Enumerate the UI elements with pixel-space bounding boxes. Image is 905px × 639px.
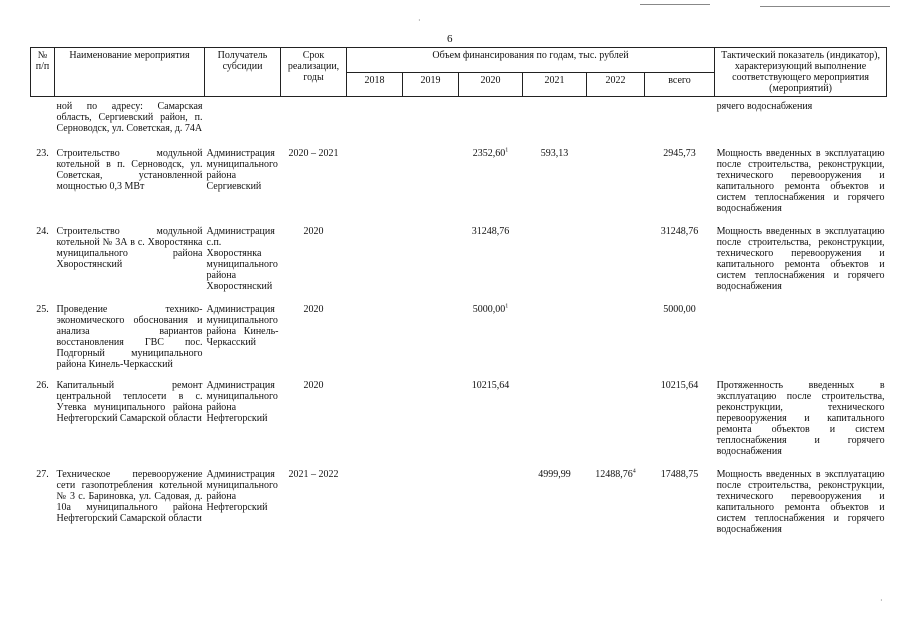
page-number: 6 <box>447 33 453 45</box>
row-2021: 593,13 <box>540 148 569 159</box>
row-recipient: Администрация муниципального района Сергиевский <box>206 148 278 192</box>
header-period: Срок реализации, годы <box>281 48 347 97</box>
scan-artifact-line <box>760 6 890 7</box>
row-period: 2020 <box>303 380 324 391</box>
table-row <box>31 457 887 535</box>
header-year-2018: 2018 <box>347 72 403 97</box>
continuation-indicator: рячего водоснабжения <box>716 101 813 112</box>
header-indicator: Тактический показатель (индикатор), характеризующий выполнение соответствующего мероприятия (мероприятий) <box>715 48 887 97</box>
continuation-name: ной по адресу: Самарская область, Сергиевский район, п. Серноводск, ул. Советская, д. 74А <box>56 101 203 134</box>
row-name: Строительство модульной котельной № 3А в с. Хворостянка муниципального района Хворостянский <box>56 226 203 270</box>
table-row <box>31 214 887 292</box>
footnote-mark: 1 <box>505 303 509 310</box>
row-2022: 12488,76 <box>595 469 633 480</box>
row-number: 26. <box>36 380 49 391</box>
row-total: 31248,76 <box>660 226 699 237</box>
row-number: 24. <box>36 226 49 237</box>
table-row <box>31 292 887 370</box>
row-total: 17488,75 <box>660 469 699 480</box>
row-name: Капитальный ремонт центральной теплосети в с. Утевка муниципального района Нефтегорский Самарской области <box>56 380 203 424</box>
row-2020: 10215,64 <box>471 380 510 391</box>
row-total: 2945,73 <box>663 148 696 159</box>
row-total: 10215,64 <box>660 380 699 391</box>
table-row <box>31 134 887 214</box>
row-2020: 31248,76 <box>471 226 510 237</box>
footnote-mark: 4 <box>632 468 636 475</box>
row-period: 2020 – 2021 <box>288 148 339 159</box>
row-name: Проведение технико-экономического обоснования и анализа вариантов восстановления ГВС пос. Подгорный муниципального района Кинель-Черкасский <box>56 304 203 370</box>
row-period: 2020 <box>303 304 324 315</box>
row-number: 25. <box>36 304 49 315</box>
header-no: № п/п <box>31 48 55 97</box>
footnote-mark: 1 <box>505 147 509 154</box>
row-period: 2020 <box>303 226 324 237</box>
table-row <box>31 370 887 457</box>
row-2020: 2352,60 <box>472 148 506 159</box>
row-name: Строительство модульной котельной в п. Серноводск, ул. Советская, установленной мощностью 0,3 МВт <box>56 148 203 192</box>
header-recipient: Получатель субсидии <box>205 48 281 97</box>
row-indicator: Мощность введенных в эксплуатацию после строительства, реконструкции, технического перевооружения и капитального ремонта объектов и систем теплоснабжения и горячего водоснабжения <box>716 226 885 292</box>
row-recipient: Администрация муниципального района Нефтегорский <box>206 380 278 424</box>
header-year-2022: 2022 <box>587 72 645 97</box>
row-recipient: Администрация с.п. Хворостянка муниципального района Хворостянский <box>206 226 278 292</box>
row-number: 27. <box>36 469 49 480</box>
header-total: всего <box>645 72 715 97</box>
row-recipient: Администрация муниципального района Кинель-Черкасский <box>206 304 279 348</box>
row-number: 23. <box>36 148 49 159</box>
table-row-continuation <box>31 97 887 135</box>
row-indicator: Протяженность введенных в эксплуатацию после строительства, реконструкции, технического перевооружения и капитального ремонта объектов и систем теплоснабжения и горячего водоснабжения <box>716 380 885 457</box>
scan-artifact-dot: · <box>880 596 883 605</box>
header-year-2021: 2021 <box>523 72 587 97</box>
header-name: Наименование мероприятия <box>55 48 205 97</box>
row-2020: 5000,00 <box>472 304 506 315</box>
row-indicator: Мощность введенных в эксплуатацию после строительства, реконструкции, технического перевооружения и капитального ремонта объектов и систем теплоснабжения и горячего водоснабжения <box>716 469 885 535</box>
row-name: Техническое перевооружение сети газопотребления котельной № 3 с. Бариновка, ул. Садовая, д. 10а муниципального района Нефтегорский Самарской области <box>56 469 203 524</box>
row-recipient: Администрация муниципального района Нефтегорский <box>206 469 278 513</box>
row-2021: 4999,99 <box>538 469 571 480</box>
row-period: 2021 – 2022 <box>288 469 339 480</box>
header-funding: Объем финансирования по годам, тыс. рублей <box>347 48 715 73</box>
funding-table <box>30 47 887 535</box>
row-total: 5000,00 <box>663 304 696 315</box>
scan-artifact-dot: · <box>418 16 421 25</box>
row-indicator: Мощность введенных в эксплуатацию после строительства, реконструкции, технического перевооружения и капитального ремонта объектов и систем теплоснабжения и горячего водоснабжения <box>716 148 885 214</box>
header-year-2020: 2020 <box>459 72 523 97</box>
header-year-2019: 2019 <box>403 72 459 97</box>
scan-artifact-line <box>640 4 710 5</box>
